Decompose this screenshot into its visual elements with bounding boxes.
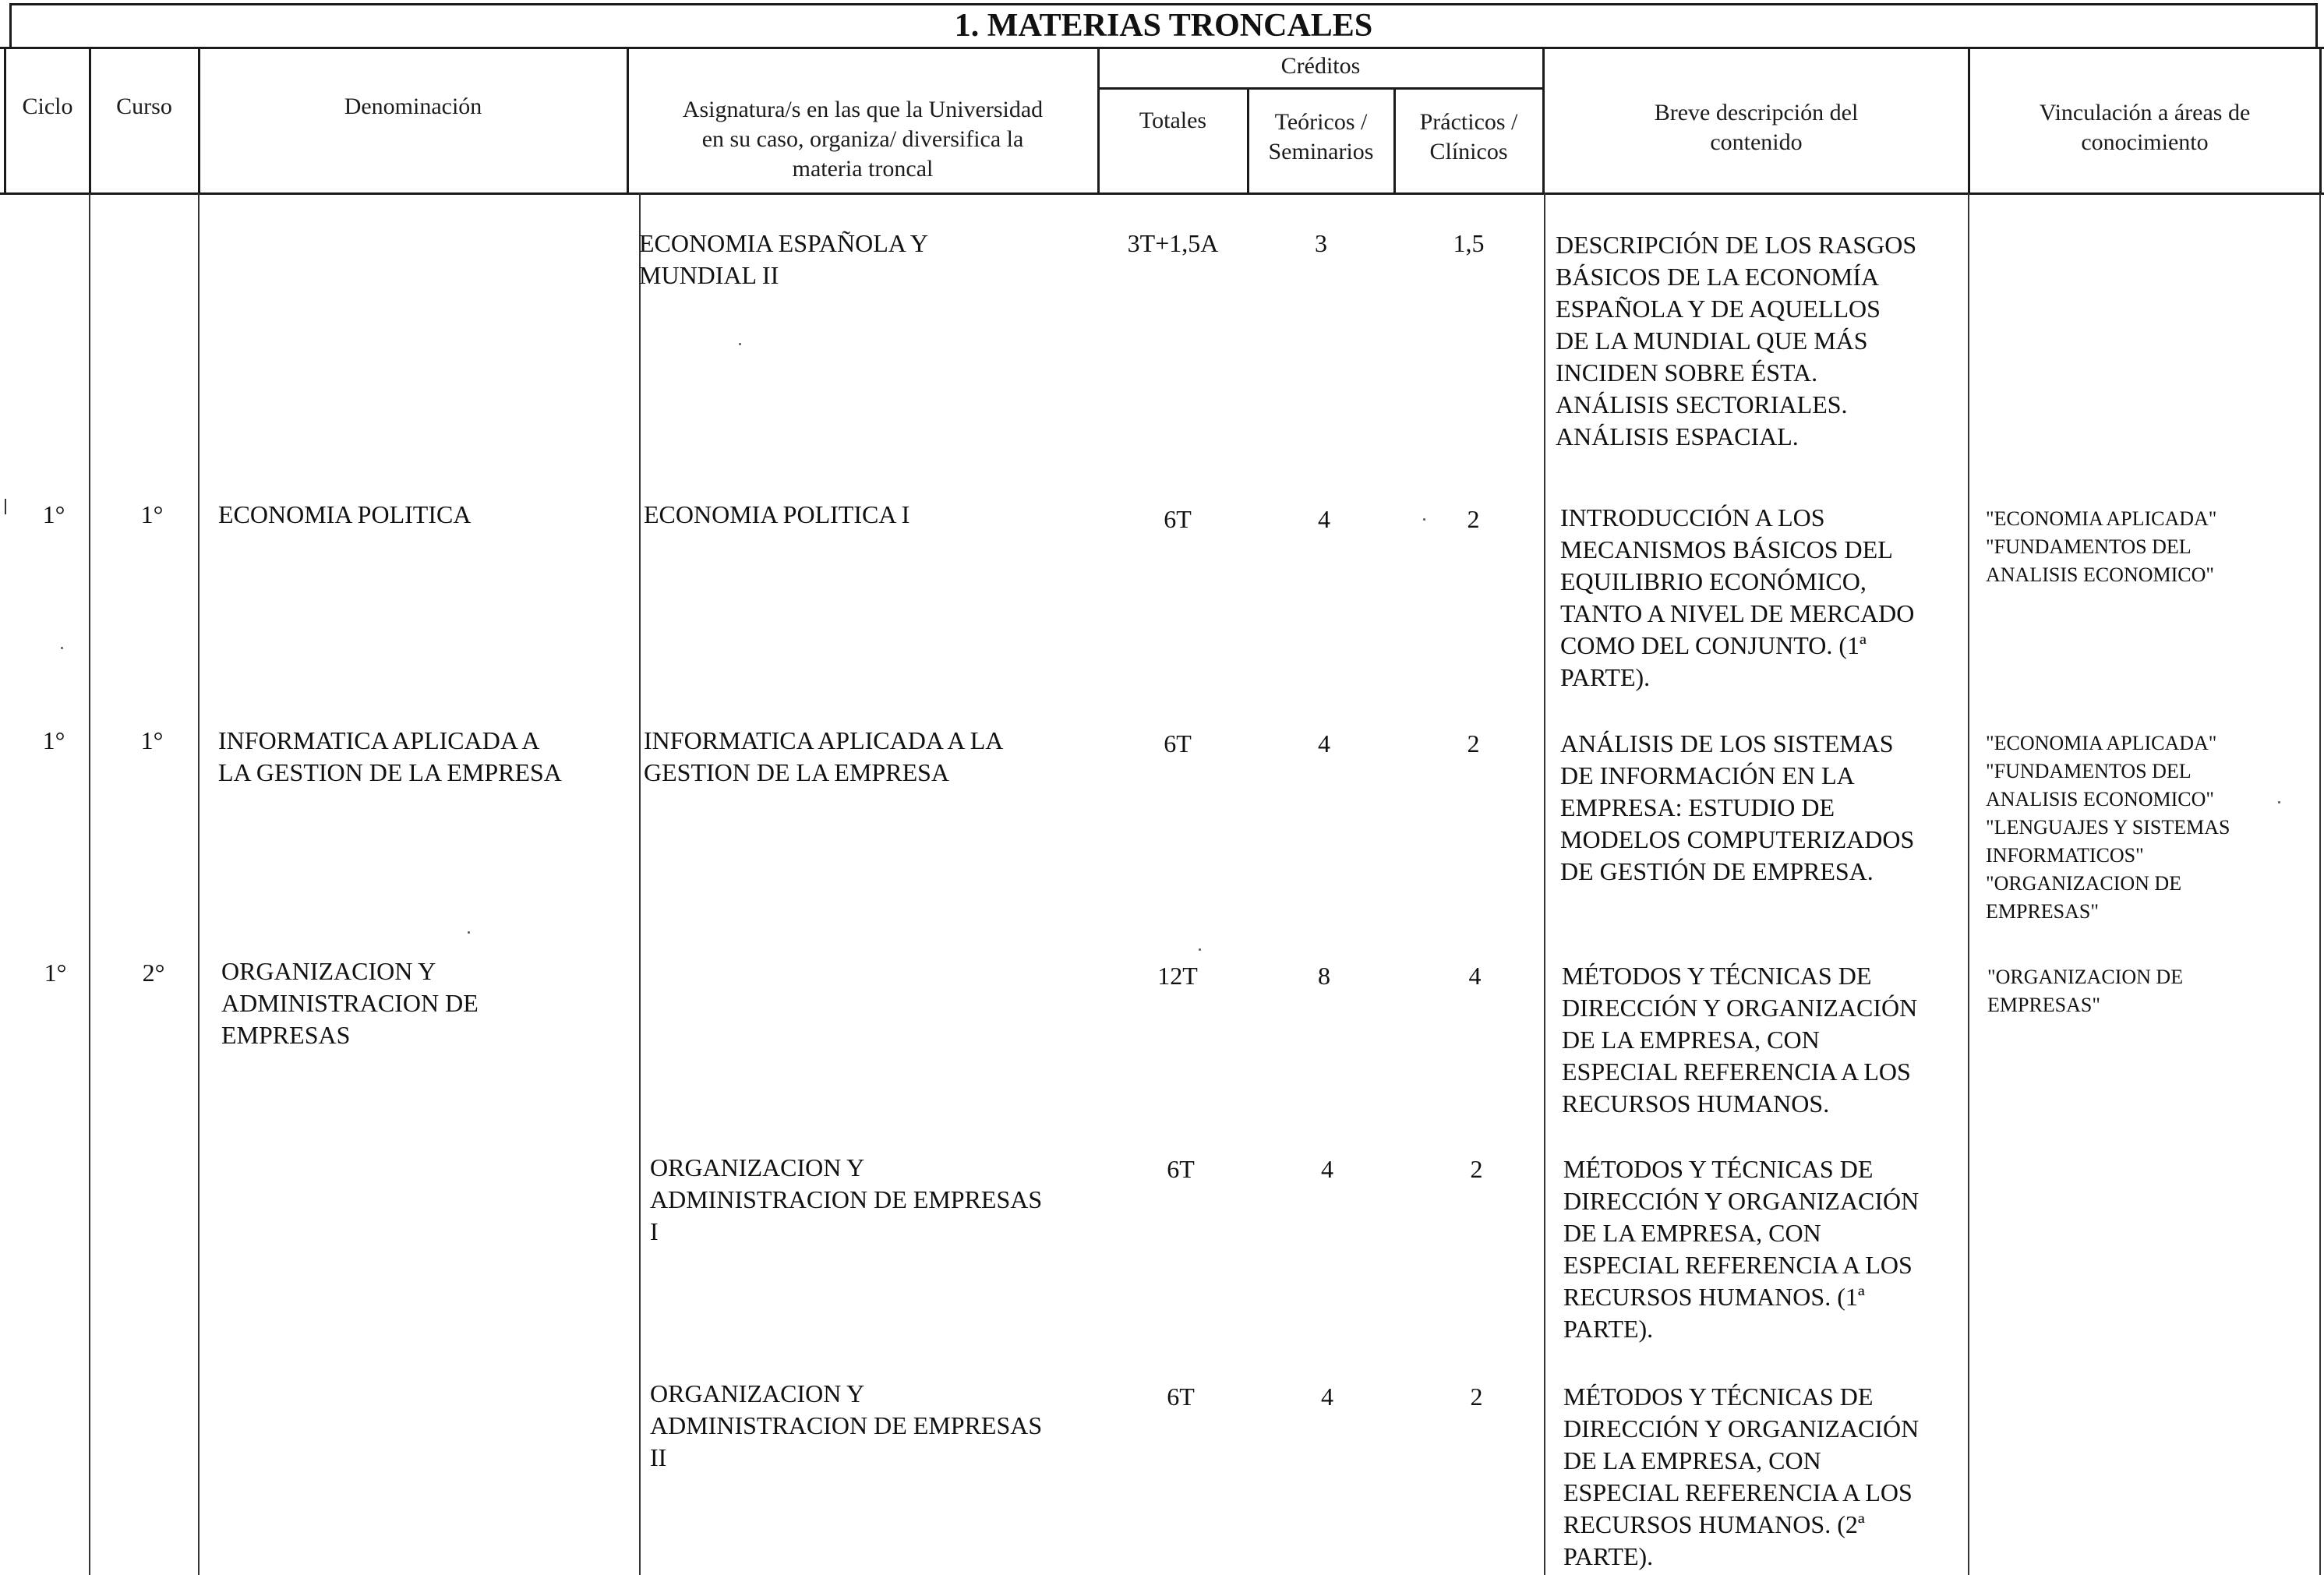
header-teoricos: Teóricos / Seminarios <box>1268 109 1374 164</box>
cell-teoricos: 3 <box>1315 229 1327 257</box>
cell-teoricos: 4 <box>1321 1383 1333 1411</box>
cell-descripcion: ANÁLISIS DE LOS SISTEMAS DE INFORMACIÓN EN LA EMPRESA: ESTUDIO DE MODELOS COMPUTERIZADOS DE GESTIÓN DE EMPRESA. <box>1560 729 1915 885</box>
header-asignaturas: Asignatura/s en las que la Universidad en su caso, organiza/ diversifica la materia troncal <box>682 97 1044 182</box>
cell-teoricos: 8 <box>1318 962 1330 990</box>
cell-totales: 6T <box>1164 729 1192 757</box>
body-line-ciclo-curso <box>89 193 90 1575</box>
cell-asignatura: ECONOMIA POLITICA I <box>644 500 910 528</box>
scan-speck <box>468 931 470 934</box>
cell-teoricos: 4 <box>1318 505 1330 533</box>
body-line-right-edge <box>2319 193 2321 1575</box>
body-line-descripcion-vinculacion <box>1968 193 1969 1575</box>
cell-totales: 12T <box>1157 962 1198 990</box>
header-vinculacion: Vinculación a áreas de conocimiento <box>2039 100 2251 155</box>
cell-denominacion: INFORMATICA APLICADA A LA GESTION DE LA EMPRESA <box>218 726 562 786</box>
cell-practicos: 4 <box>1468 962 1482 990</box>
cell-practicos: 2 <box>1470 1155 1483 1183</box>
cell-vinculacion: "ECONOMIA APLICADA" "FUNDAMENTOS DEL ANALISIS ECONOMICO" "LENGUAJES Y SISTEMAS INFORMATICOS" "ORGANIZACION DE EMPRESAS" <box>1986 732 2230 923</box>
header-creditos: Créditos <box>1280 53 1361 79</box>
header-practicos: Prácticos / Clínicos <box>1419 109 1518 164</box>
scan-speck <box>1199 948 1201 951</box>
cell-practicos: 2 <box>1470 1383 1483 1411</box>
creditos-divider <box>1097 87 1544 90</box>
cell-vinculacion: "ORGANIZACION DE EMPRESAS" <box>1987 966 2184 1016</box>
scan-speck <box>61 647 63 649</box>
body-line-denominacion-asignatura <box>639 193 641 1575</box>
cell-curso: 2° <box>142 959 165 987</box>
cell-ciclo: 1° <box>42 500 65 528</box>
cell-ciclo: 1° <box>44 959 67 987</box>
header-bottom-border <box>0 192 2324 195</box>
body-line-curso-denominacion <box>198 193 200 1575</box>
cell-asignatura: ORGANIZACION Y ADMINISTRACION DE EMPRESAS I <box>650 1153 1043 1245</box>
cell-denominacion: ECONOMIA POLITICA <box>218 500 472 528</box>
scan-speck <box>739 343 741 345</box>
cell-ciclo: 1° <box>42 726 65 754</box>
cell-vinculacion: "ECONOMIA APLICADA" "FUNDAMENTOS DEL ANALISIS ECONOMICO" <box>1986 507 2217 586</box>
header-ciclo: Ciclo <box>22 94 73 119</box>
header-totales: Totales <box>1139 108 1207 133</box>
cell-asignatura: ORGANIZACION Y ADMINISTRACION DE EMPRESAS II <box>650 1379 1043 1471</box>
cell-denominacion: ORGANIZACION Y ADMINISTRACION DE EMPRESAS <box>221 957 479 1049</box>
title-bottom-border <box>0 47 2324 49</box>
cell-curso: 1° <box>140 500 164 528</box>
body-line-creditos-descripcion <box>1544 193 1545 1575</box>
cell-practicos: 2 <box>1467 505 1480 533</box>
cell-descripcion: DESCRIPCIÓN DE LOS RASGOS BÁSICOS DE LA ECONOMÍA ESPAÑOLA Y DE AQUELLOS DE LA MUNDIAL QUE MÁS INCIDEN SOBRE ÉSTA. ANÁLISIS SECTORIALES. ANÁLISIS ESPACIAL. <box>1556 231 1917 450</box>
cell-totales: 3T+1,5A <box>1127 229 1219 257</box>
cell-descripcion: MÉTODOS Y TÉCNICAS DE DIRECCIÓN Y ORGANIZACIÓN DE LA EMPRESA, CON ESPECIAL REFERENCIA A LOS RECURSOS HUMANOS. <box>1562 962 1918 1118</box>
header-curso: Curso <box>116 94 172 119</box>
cell-teoricos: 4 <box>1321 1155 1333 1183</box>
cell-totales: 6T <box>1167 1383 1195 1411</box>
cell-teoricos: 4 <box>1318 729 1330 757</box>
body-line-left-edge <box>5 499 6 514</box>
cell-descripcion: MÉTODOS Y TÉCNICAS DE DIRECCIÓN Y ORGANIZACIÓN DE LA EMPRESA, CON ESPECIAL REFERENCIA A LOS RECURSOS HUMANOS. (1ª PARTE). <box>1563 1155 1920 1343</box>
header-denominacion: Denominación <box>344 94 482 119</box>
page-title: 1. MATERIAS TRONCALES <box>954 8 1373 44</box>
cell-asignatura: INFORMATICA APLICADA A LA GESTION DE LA EMPRESA <box>644 726 1004 786</box>
cell-curso: 1° <box>140 726 164 754</box>
col-line-right-header <box>2319 47 2322 193</box>
cell-descripcion: MÉTODOS Y TÉCNICAS DE DIRECCIÓN Y ORGANIZACIÓN DE LA EMPRESA, CON ESPECIAL REFERENCIA A LOS RECURSOS HUMANOS. (2ª PARTE). <box>1563 1383 1920 1570</box>
cell-totales: 6T <box>1167 1155 1195 1183</box>
cell-practicos: 1,5 <box>1453 229 1485 257</box>
cell-practicos: 2 <box>1467 729 1480 757</box>
header-descripcion: Breve descripción del contenido <box>1654 100 1859 155</box>
table-top-border <box>9 3 2318 5</box>
cell-asignatura: ECONOMIA ESPAÑOLA Y MUNDIAL II <box>639 229 929 289</box>
cell-totales: 6T <box>1164 505 1192 533</box>
cell-descripcion: INTRODUCCIÓN A LOS MECANISMOS BÁSICOS DEL EQUILIBRIO ECONÓMICO, TANTO A NIVEL DE MERCADO COMO DEL CONJUNTO. (1ª PARTE). <box>1560 503 1915 691</box>
